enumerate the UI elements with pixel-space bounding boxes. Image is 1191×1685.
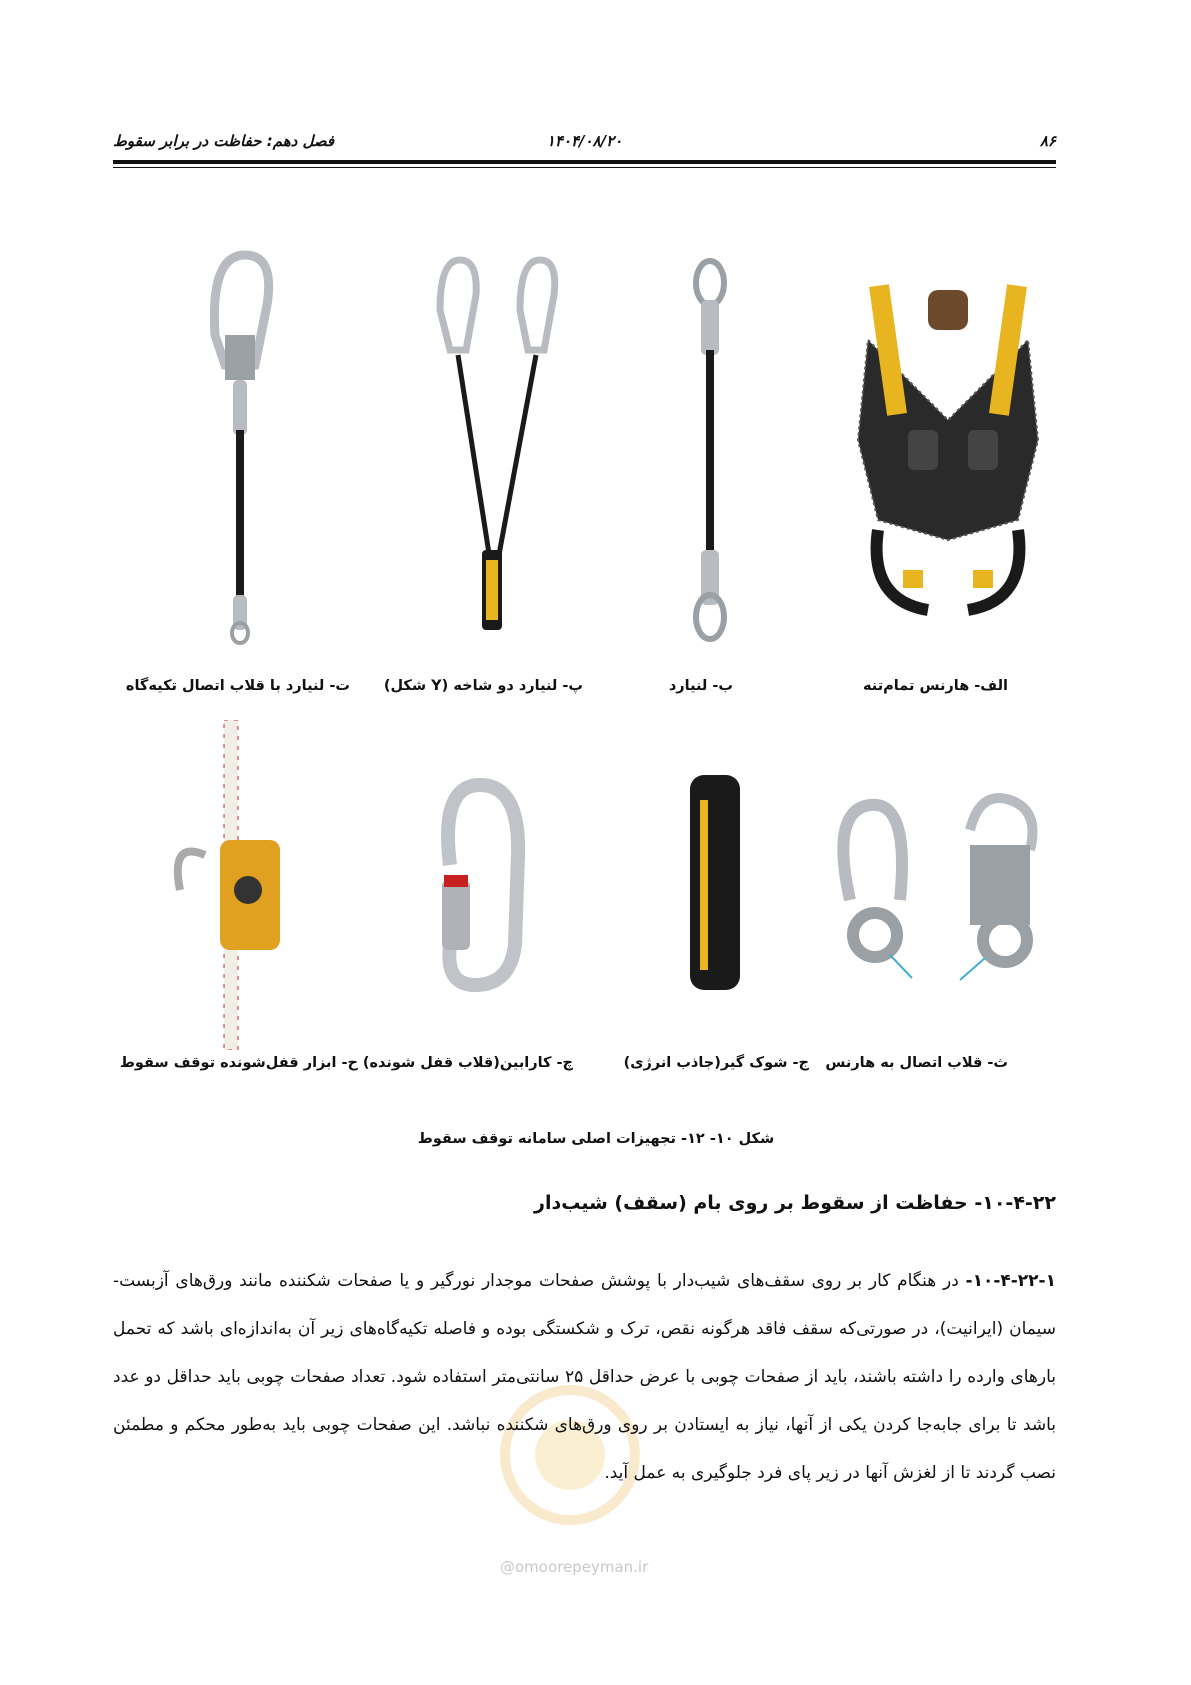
header-date: ۱۴۰۴/۰۸/۲۰ <box>546 132 623 150</box>
page-header <box>113 132 1056 154</box>
lanyard-with-hook-icon <box>195 245 285 645</box>
header-rule <box>113 160 1056 164</box>
caption-snap-hooks: ث- قلاب اتصال به هارنس <box>825 1055 1008 1071</box>
caption-shock-absorber: ج- شوک گیر(جاذب انرژی) <box>623 1055 809 1071</box>
paragraph-number: ۱۰-۴-۲۲-۱- <box>965 1271 1056 1291</box>
y-lanyard-icon <box>420 250 560 645</box>
watermark-text: @omoorepeyman.ir <box>500 1558 649 1576</box>
figure-caption: شکل ۱۰- ۱۲- تجهیزات اصلی سامانه توقف سقوط <box>417 1131 775 1147</box>
shock-absorber-icon <box>680 770 750 995</box>
paragraph-text: در هنگام کار بر روی سقف‌های شیب‌دار با پوشش صفحات موجدار نورگیر و یا صفحات شکننده مانند ورق‌های آزبست- سیمان (ایرانیت)، در صورتی‌که سقف فاقد هرگونه نقص، ترک و شکستگی بوده و فاصله تکیه‌گاه‌های زیر آن به‌اندازه‌ای باشد که تحمل بارهای وارده را داشته باشند، باید از صفحات چوبی با عرض حداقل ۲۵ سانتی‌متر استفاده شود. تعداد صفحات چوبی باید حداقل دو عدد باشد تا برای جابه‌جا کردن یکی از آنها، نیاز به ایستادن بر روی ورق‌های شکننده نباشد. این صفحات چوبی باید به‌طور محکم و مطمئن نصب گردند تا از لغزش آنها در زیر پای فرد جلوگیری به عمل آید. <box>113 1271 1056 1483</box>
header-rule-thin <box>113 167 1056 168</box>
lanyard-icon <box>665 255 755 645</box>
caption-lanyard-hook: ت- لنیارد با قلاب اتصال تکیه‌گاه <box>125 678 350 694</box>
full-body-harness-icon <box>838 270 1058 640</box>
caption-rope-grab: ح- ابزار قفل‌شونده توقف سقوط <box>119 1055 358 1071</box>
rope-grab-icon <box>160 720 305 1050</box>
page-number: ۸۶ <box>1039 132 1056 150</box>
chapter-title: فصل دهم: حفاظت در برابر سقوط <box>113 132 335 150</box>
caption-y-lanyard: پ- لنیارد دو شاخه (Y شکل) <box>383 678 583 694</box>
harness-snap-hooks-icon <box>820 790 1060 990</box>
carabiner-icon <box>420 775 535 995</box>
body-paragraph <box>113 1257 1056 1497</box>
caption-harness: الف- هارنس تمام‌تنه <box>863 678 1008 694</box>
caption-carabiner: چ- کارابین(قلاب قفل شونده) <box>362 1055 573 1071</box>
section-heading: ۱۰-۴-۲۲- حفاظت از سقوط بر روی بام (سقف) شیب‌دار <box>534 1192 1056 1214</box>
caption-lanyard: ب- لنیارد <box>668 678 733 694</box>
